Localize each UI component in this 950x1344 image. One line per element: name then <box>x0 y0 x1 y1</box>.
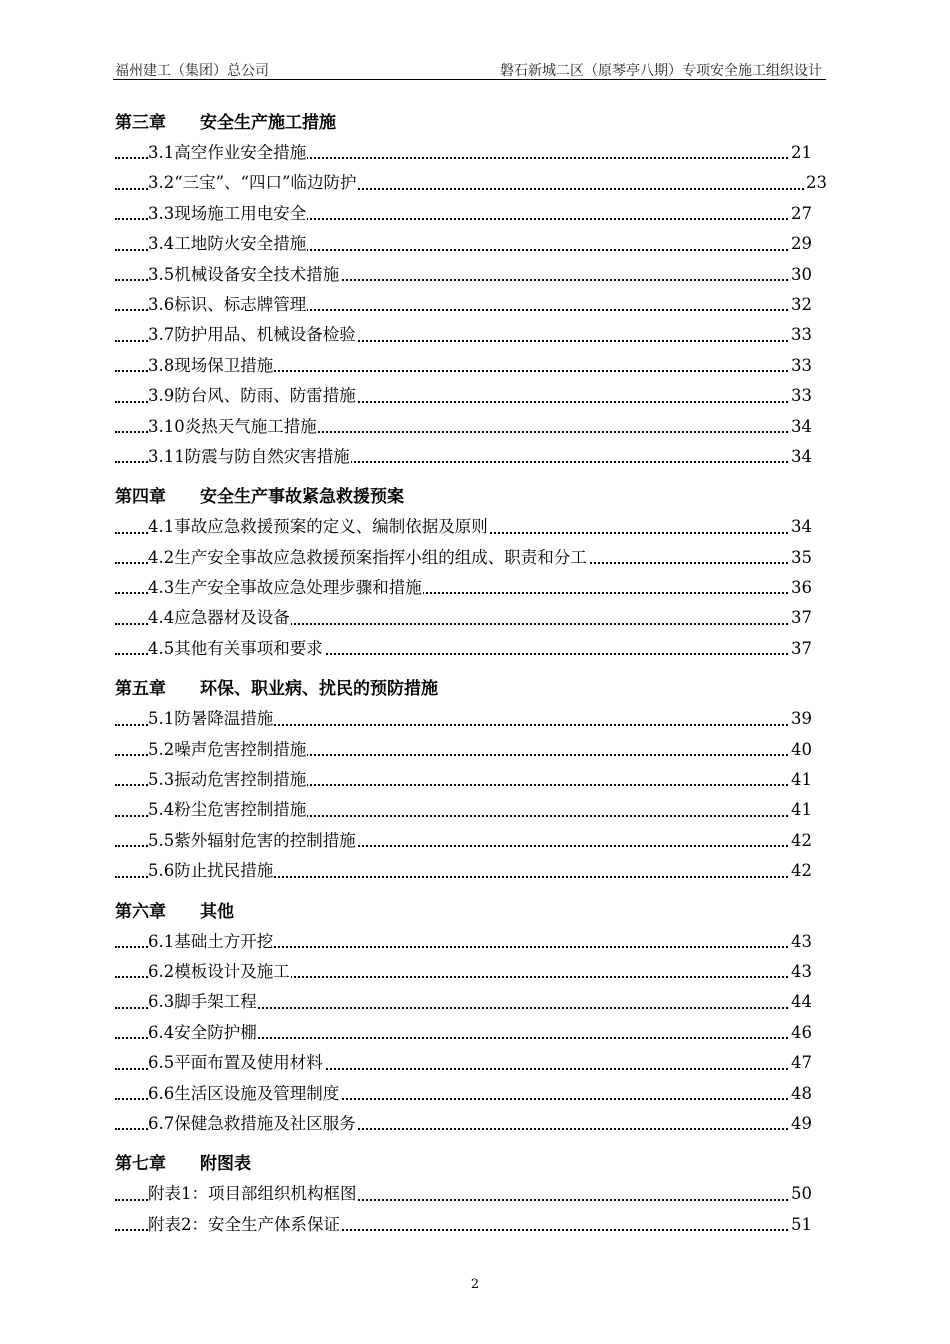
chapter-number: 第七章 <box>115 1154 166 1175</box>
toc-entry[interactable] <box>115 634 812 664</box>
toc-entry-label: 3.9防台风、防雨、防雷措施 <box>148 386 356 406</box>
toc-entry[interactable] <box>115 412 812 442</box>
chapter-number: 第五章 <box>115 679 166 700</box>
toc-entry[interactable] <box>115 199 812 229</box>
toc-entry-page: 43 <box>790 957 812 987</box>
toc-entry-page: 27 <box>790 199 812 229</box>
toc-entry-label: 6.4安全防护棚 <box>148 1022 257 1042</box>
toc-entry-label: 3.2“三宝”、“四口”临边防护 <box>148 173 357 193</box>
toc-entry[interactable] <box>115 704 812 734</box>
toc-entry-label: 4.5其他有关事项和要求 <box>148 638 323 658</box>
toc-entry-page: 34 <box>790 412 812 442</box>
toc-entry-label: 4.4应急器材及设备 <box>148 608 290 628</box>
toc-entry-page: 42 <box>790 826 812 856</box>
page-number: 2 <box>470 1277 480 1292</box>
toc-entry-label: 3.6标识、标志牌管理 <box>148 294 307 314</box>
toc-entry[interactable] <box>115 168 827 198</box>
toc-entry-page: 43 <box>790 927 812 957</box>
toc-entry-label: 3.5机械设备安全技术措施 <box>148 264 340 284</box>
toc-entry-page: 33 <box>790 320 812 350</box>
chapter-heading <box>115 1149 812 1179</box>
chapter-title: 其他 <box>200 901 234 922</box>
toc-entry-page: 49 <box>790 1109 812 1139</box>
toc-entry-page: 23 <box>805 168 827 198</box>
toc-entry-label: 5.4粉尘危害控制措施 <box>148 800 307 820</box>
toc-entry[interactable] <box>115 987 812 1017</box>
toc-entry[interactable] <box>115 229 812 259</box>
toc-entry[interactable] <box>115 826 812 856</box>
chapter-heading <box>115 897 812 927</box>
toc-entry-page: 37 <box>790 603 812 633</box>
toc-entry-label: 3.1高空作业安全措施 <box>148 143 307 162</box>
toc-entry-page: 42 <box>790 856 812 886</box>
toc-entry-label: 6.6生活区设施及管理制度 <box>148 1083 340 1103</box>
toc-entry[interactable] <box>115 957 812 987</box>
toc-entry-page: 40 <box>790 735 812 765</box>
toc-entry-label: 3.3现场施工用电安全 <box>148 203 307 223</box>
toc-entry-page: 33 <box>790 351 812 381</box>
chapter-title: 安全生产施工措施 <box>200 113 336 133</box>
toc-entry-page: 41 <box>790 795 812 825</box>
chapter-number: 第三章 <box>115 113 166 133</box>
toc-entry[interactable] <box>115 603 812 633</box>
chapter-number: 第四章 <box>115 487 166 508</box>
toc-entry-page: 50 <box>790 1179 812 1209</box>
toc-entry-page: 34 <box>790 512 812 542</box>
chapter-heading <box>115 108 812 138</box>
toc-entry[interactable] <box>115 543 812 573</box>
toc-entry[interactable] <box>115 1018 812 1048</box>
toc-entry[interactable] <box>115 735 812 765</box>
toc-entry-label: 附表1：项目部组织机构框图 <box>148 1184 357 1204</box>
toc-entry-label: 6.7保健急救措施及社区服务 <box>148 1113 356 1133</box>
chapter-title: 安全生产事故紧急救援预案 <box>200 487 404 508</box>
toc-entry[interactable] <box>115 442 812 472</box>
toc-entry[interactable] <box>115 795 812 825</box>
toc-entry[interactable] <box>115 927 812 957</box>
toc-entry[interactable] <box>115 138 812 168</box>
toc-entry-label: 6.2模板设计及施工 <box>148 961 290 981</box>
toc-entry-label: 4.1事故应急救援预案的定义、编制依据及原则 <box>148 517 488 537</box>
toc-entry-page: 29 <box>790 229 812 259</box>
toc-entry[interactable] <box>115 1109 812 1139</box>
toc-entry-page: 30 <box>790 260 812 290</box>
chapter-title: 环保、职业病、扰民的预防措施 <box>200 679 438 700</box>
toc-entry-label: 5.3振动危害控制措施 <box>148 770 307 790</box>
toc-entry-page: 37 <box>790 634 812 664</box>
toc-entry-label: 3.10炎热天气施工措施 <box>148 416 317 436</box>
header-rule <box>113 79 826 80</box>
toc-entry-label: 5.2噪声危害控制措施 <box>148 739 307 759</box>
chapter-number: 第六章 <box>115 901 166 922</box>
toc-entry-page: 36 <box>790 573 812 603</box>
toc-entry-label: 4.3生产安全事故应急处理步骤和措施 <box>148 578 422 598</box>
toc-entry-label: 3.7防护用品、机械设备检验 <box>148 325 356 345</box>
toc-entry[interactable] <box>115 381 812 411</box>
toc-entry-label: 3.4工地防火安全措施 <box>148 234 307 254</box>
toc-entry-page: 39 <box>790 704 812 734</box>
table-of-contents <box>115 108 827 1240</box>
toc-entry-label: 3.11防震与防自然灾害措施 <box>148 446 350 466</box>
toc-entry[interactable] <box>115 1079 812 1109</box>
toc-entry-page: 21 <box>790 138 812 168</box>
chapter-heading <box>115 674 812 704</box>
toc-entry-page: 44 <box>790 987 812 1017</box>
toc-entry[interactable] <box>115 260 812 290</box>
toc-entry[interactable] <box>115 351 812 381</box>
header-document-title: 磐石新城二区（原琴亭八期）专项安全施工组织设计 <box>500 63 822 79</box>
toc-entry-page: 35 <box>790 543 812 573</box>
toc-entry-label: 6.5平面布置及使用材料 <box>148 1053 323 1073</box>
toc-entry[interactable] <box>115 1210 812 1240</box>
toc-entry-page: 46 <box>790 1018 812 1048</box>
chapter-title: 附图表 <box>200 1154 251 1175</box>
toc-entry-label: 4.2生产安全事故应急救援预案指挥小组的组成、职责和分工 <box>148 547 587 567</box>
toc-entry[interactable] <box>115 573 812 603</box>
toc-entry[interactable] <box>115 320 812 350</box>
toc-entry-page: 34 <box>790 442 812 472</box>
toc-entry-page: 48 <box>790 1079 812 1109</box>
toc-entry-page: 32 <box>790 290 812 320</box>
toc-entry[interactable] <box>115 1179 812 1209</box>
toc-entry[interactable] <box>115 1048 812 1078</box>
toc-entry-label: 附表2：安全生产体系保证 <box>148 1214 340 1234</box>
toc-entry-label: 6.1基础土方开挖 <box>148 931 274 951</box>
toc-entry[interactable] <box>115 856 812 886</box>
toc-entry-page: 51 <box>790 1210 812 1240</box>
toc-entry[interactable] <box>115 512 812 542</box>
toc-entry-page: 47 <box>790 1048 812 1078</box>
toc-entry-label: 5.6防止扰民措施 <box>148 861 274 881</box>
chapter-heading <box>115 482 812 512</box>
toc-entry[interactable] <box>115 290 812 320</box>
toc-entry-label: 5.5紫外辐射危害的控制措施 <box>148 830 356 850</box>
toc-entry-label: 5.1防暑降温措施 <box>148 709 274 729</box>
toc-entry[interactable] <box>115 765 812 795</box>
toc-entry-label: 3.8现场保卫措施 <box>148 355 274 375</box>
toc-entry-label: 6.3脚手架工程 <box>148 992 257 1012</box>
toc-entry-page: 41 <box>790 765 812 795</box>
header-company: 福州建工（集团）总公司 <box>115 63 269 79</box>
toc-entry-page: 33 <box>790 381 812 411</box>
